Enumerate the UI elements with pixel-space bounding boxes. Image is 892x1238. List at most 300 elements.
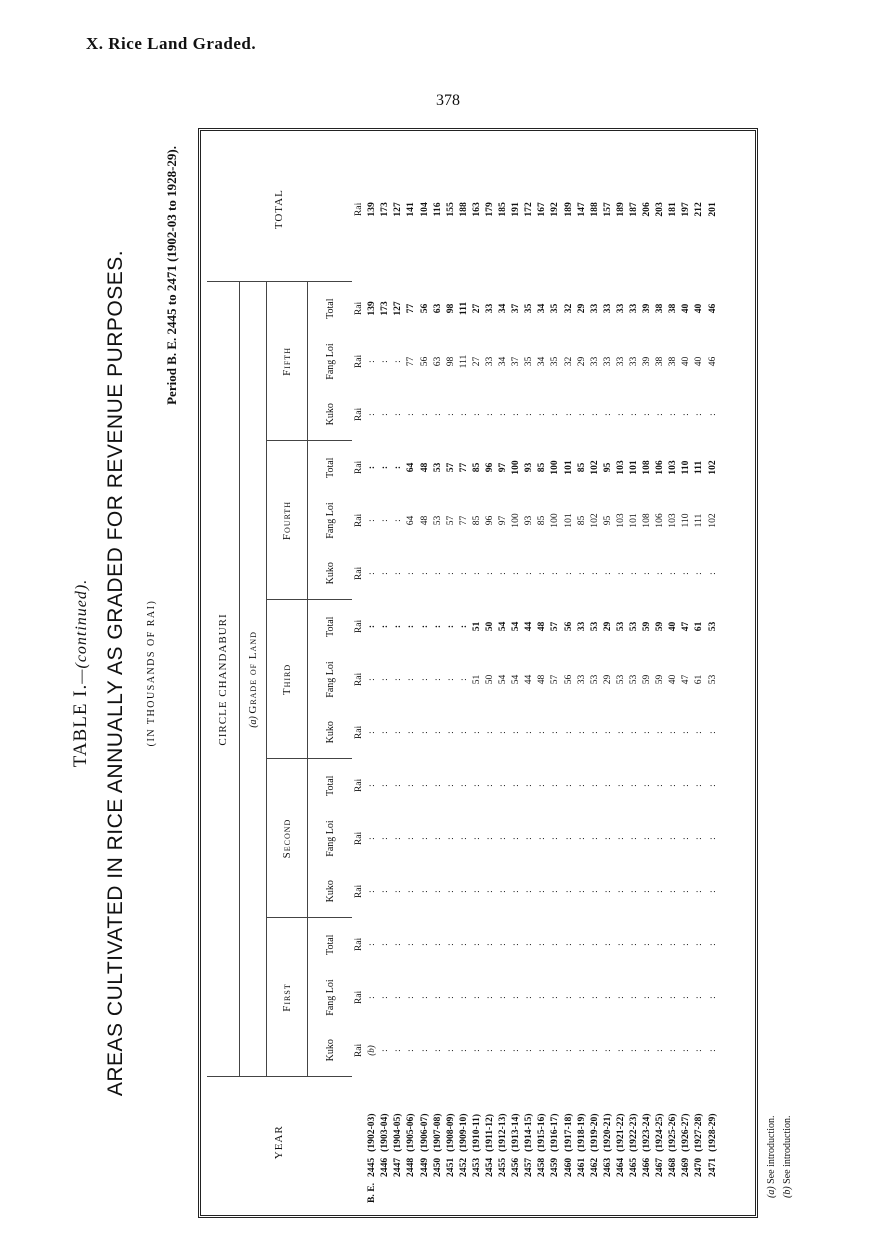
fourth-fang-loi-cell: 102 [588, 513, 600, 528]
fourth-kuko-cell: : [470, 572, 482, 575]
table-row [496, 137, 509, 1207]
be-year: 2457 [523, 1157, 535, 1177]
fifth-total-cell: 173 [379, 301, 391, 316]
first-total-cell: : [628, 943, 640, 946]
first-total-cell: : [523, 943, 535, 946]
third-kuko-cell: : [614, 731, 626, 734]
second-total-cell: : [706, 784, 718, 787]
third-kuko-cell: : [549, 731, 561, 734]
grand-total-cell: 197 [680, 202, 692, 217]
unit-label: Rai [353, 937, 365, 952]
fifth-total-cell: 46 [706, 303, 718, 314]
unit-label: Rai [353, 460, 365, 475]
second-fang-loi-cell: : [510, 837, 522, 840]
first-fang-loi-cell: : [418, 996, 430, 999]
be-year: 2455 [497, 1157, 509, 1177]
second-total-cell: : [418, 784, 430, 787]
first-fang-loi-cell: : [628, 996, 640, 999]
grand-total-cell: 201 [706, 202, 718, 217]
first-total-cell: : [680, 943, 692, 946]
second-kuko-cell: : [418, 890, 430, 893]
fourth-total-cell: 85 [575, 462, 587, 473]
third-fang-loi-cell: 56 [562, 674, 574, 685]
third-kuko-cell: : [510, 731, 522, 734]
grand-total-cell: 163 [470, 202, 482, 217]
second-kuko-header: Kuko [308, 865, 353, 918]
fifth-kuko-cell: : [483, 413, 495, 416]
third-fang-loi-cell: 59 [654, 674, 666, 685]
fifth-total-cell: 34 [497, 303, 509, 314]
be-year: 2451 [444, 1157, 456, 1177]
first-total-cell: : [667, 943, 679, 946]
first-kuko-cell: : [575, 1049, 587, 1052]
fourth-fang-loi-cell: 110 [680, 513, 692, 528]
second-total-cell: : [549, 784, 561, 787]
table-row [509, 137, 522, 1207]
second-kuko-cell: : [549, 890, 561, 893]
fourth-fang-loi-cell: 97 [497, 515, 509, 526]
grand-total-cell: 188 [588, 202, 600, 217]
first-total-cell: : [614, 943, 626, 946]
first-fang-loi-cell: : [601, 996, 613, 999]
third-total-cell: 44 [523, 621, 535, 632]
fourth-kuko-cell: : [641, 572, 653, 575]
fourth-fang-loi-cell: 57 [444, 515, 456, 526]
year-cell [444, 1077, 457, 1207]
first-kuko-cell: : [588, 1049, 600, 1052]
fifth-kuko-cell: : [444, 413, 456, 416]
first-kuko-cell: : [379, 1049, 391, 1052]
grand-total-cell: 192 [549, 202, 561, 217]
fourth-total-cell: 111 [693, 460, 705, 475]
second-fang-loi-cell: : [483, 837, 495, 840]
third-fang-loi-cell: 48 [536, 674, 548, 685]
first-total-header: Total [324, 934, 336, 955]
table-number: TABLE I. [70, 683, 91, 768]
first-fang-loi-cell: : [379, 996, 391, 999]
second-kuko-cell: : [405, 890, 417, 893]
fifth-fang-loi-cell: 33 [601, 356, 613, 367]
table-row [601, 137, 614, 1207]
fifth-total-cell: 37 [510, 303, 522, 314]
fifth-fang-loi-cell: 29 [575, 356, 587, 367]
grand-total-cell: 104 [418, 202, 430, 217]
fourth-total-cell: 77 [457, 462, 469, 473]
third-total-cell: : [418, 624, 430, 629]
third-total-cell: 56 [562, 621, 574, 632]
fifth-kuko-cell: : [562, 413, 574, 416]
fourth-fang-loi-cell: 95 [601, 515, 613, 526]
table-row [614, 137, 627, 1207]
second-fang-loi-cell: : [497, 837, 509, 840]
second-kuko-cell: : [523, 890, 535, 893]
fifth-total-cell: 40 [680, 303, 692, 314]
fifth-total-cell: 29 [575, 303, 587, 314]
first-fang-loi-cell: : [405, 996, 417, 999]
footnote-a-mark: (a) [766, 1186, 777, 1198]
first-fang-loi-cell: : [549, 996, 561, 999]
second-fang-loi-cell: : [379, 837, 391, 840]
fifth-total-cell: 35 [523, 303, 535, 314]
second-fang-loi-cell: : [457, 837, 469, 840]
grade-second-header: Second [267, 759, 308, 918]
year-cell [692, 1077, 705, 1207]
third-fang-loi-cell: : [457, 678, 469, 681]
third-kuko-cell: : [601, 731, 613, 734]
ad-year: (1912-13) [497, 1113, 509, 1152]
second-total-cell: : [366, 784, 378, 787]
year-cell [378, 1077, 391, 1207]
third-total-cell: 50 [483, 621, 495, 632]
second-total-cell: : [641, 784, 653, 787]
second-total-cell: : [444, 784, 456, 787]
first-total-cell: : [588, 943, 600, 946]
be-prefix: B. E. [366, 1183, 378, 1203]
be-year: 2452 [457, 1157, 469, 1177]
first-fang-loi-cell: : [536, 996, 548, 999]
fifth-kuko-cell: : [405, 413, 417, 416]
first-total-cell: : [510, 943, 522, 946]
third-fang-loi-cell: 44 [523, 674, 535, 685]
third-kuko-cell: : [483, 731, 495, 734]
year-cell [588, 1077, 601, 1207]
fifth-total-cell: 33 [588, 303, 600, 314]
fifth-fang-loi-cell: 38 [667, 356, 679, 367]
first-total-cell: : [706, 943, 718, 946]
ad-year: (1922-23) [628, 1113, 640, 1152]
be-year: 2461 [575, 1157, 587, 1177]
fourth-fang-loi-cell: 101 [562, 513, 574, 528]
first-kuko-cell: : [483, 1049, 495, 1052]
fifth-fang-loi-cell: 35 [523, 356, 535, 367]
first-fang-loi-cell: : [392, 996, 404, 999]
first-kuko-cell: : [601, 1049, 613, 1052]
first-total-cell: : [379, 943, 391, 946]
second-fang-loi-cell: : [470, 837, 482, 840]
table-row [588, 137, 601, 1207]
third-fang-loi-cell: 33 [575, 674, 587, 685]
table-label [70, 128, 92, 1218]
fourth-kuko-cell: : [667, 572, 679, 575]
fourth-kuko-cell: : [392, 572, 404, 575]
third-total-cell: : [457, 624, 469, 629]
fourth-kuko-cell: : [601, 572, 613, 575]
fifth-kuko-header: Kuko [308, 388, 353, 441]
footnote-a [764, 1116, 780, 1199]
third-fang-loi-cell: 53 [628, 674, 640, 685]
be-year: 2465 [628, 1157, 640, 1177]
year-cell [431, 1077, 444, 1207]
fourth-total-cell: 64 [405, 462, 417, 473]
grade-third-header: Third [267, 600, 308, 759]
table-frame [198, 128, 758, 1218]
third-fang-loi-cell: 53 [614, 674, 626, 685]
third-fang-loi-cell: 47 [680, 674, 692, 685]
grand-total-cell: 172 [523, 202, 535, 217]
fifth-fang-loi-cell: 63 [431, 356, 443, 367]
footnotes [764, 1116, 796, 1199]
be-year: 2447 [392, 1157, 404, 1177]
first-kuko-cell: : [706, 1049, 718, 1052]
row-footnote-b-mark: (b) [366, 1045, 377, 1056]
third-kuko-cell: : [497, 731, 509, 734]
grand-total-cell: 212 [693, 202, 705, 217]
unit-label: Rai [353, 831, 365, 846]
fourth-fang-loi-header: Fang Loi [324, 502, 336, 539]
second-total-cell: : [457, 784, 469, 787]
second-kuko-cell: : [510, 890, 522, 893]
third-total-cell: 40 [667, 621, 679, 632]
second-fang-loi-cell: : [628, 837, 640, 840]
first-fang-loi-header: Fang Loi [324, 979, 336, 1016]
fifth-fang-loi-cell: 56 [418, 356, 430, 367]
fourth-total-header: Total [324, 457, 336, 478]
footnote-b-mark: (b) [782, 1186, 793, 1198]
second-kuko-cell: : [379, 890, 391, 893]
fourth-fang-loi-cell: 108 [641, 513, 653, 528]
second-total-cell: : [575, 784, 587, 787]
ad-year: (1908-09) [444, 1113, 456, 1152]
fifth-total-cell: 40 [693, 303, 705, 314]
second-total-cell: : [562, 784, 574, 787]
third-fang-loi-cell: : [405, 678, 417, 681]
fourth-kuko-cell: : [628, 572, 640, 575]
second-kuko-cell: : [654, 890, 666, 893]
third-total-cell: 47 [680, 621, 692, 632]
fifth-fang-loi-cell: 40 [693, 356, 705, 367]
year-cell [640, 1077, 653, 1207]
second-total-cell: : [379, 784, 391, 787]
first-kuko-cell [365, 1024, 378, 1077]
second-fang-loi-cell: : [418, 837, 430, 840]
second-total-cell: : [667, 784, 679, 787]
table-row [391, 137, 404, 1207]
year-cell [365, 1077, 378, 1207]
ad-year: (1920-21) [601, 1113, 613, 1152]
year-cell [601, 1077, 614, 1207]
grand-total-cell: 187 [628, 202, 640, 217]
table-row [679, 137, 692, 1207]
page-header-title: X. Rice Land Graded. [86, 34, 257, 53]
first-total-cell: : [444, 943, 456, 946]
fourth-fang-loi-cell: 106 [654, 513, 666, 528]
fifth-fang-loi-cell: 46 [706, 356, 718, 367]
year-cell [706, 1077, 719, 1207]
second-total-cell: : [523, 784, 535, 787]
ad-year: (1905-06) [405, 1113, 417, 1152]
table-row [562, 137, 575, 1207]
unit-label: Rai [353, 301, 365, 316]
first-total-cell: : [470, 943, 482, 946]
first-total-cell: : [562, 943, 574, 946]
first-total-cell: : [601, 943, 613, 946]
fourth-kuko-cell: : [536, 572, 548, 575]
second-total-cell: : [601, 784, 613, 787]
grade-first-header: First [267, 918, 308, 1077]
first-total-cell: : [431, 943, 443, 946]
fourth-kuko-cell: : [444, 572, 456, 575]
third-fang-loi-cell: 50 [483, 674, 495, 685]
second-kuko-cell: : [366, 890, 378, 893]
second-total-cell: : [392, 784, 404, 787]
second-total-cell: : [510, 784, 522, 787]
second-kuko-cell: : [614, 890, 626, 893]
fifth-total-cell: 33 [614, 303, 626, 314]
fifth-fang-loi-cell: 32 [562, 356, 574, 367]
ad-year: (1925-26) [667, 1113, 679, 1152]
fifth-fang-loi-cell: 33 [483, 356, 495, 367]
fourth-total-cell: 48 [418, 462, 430, 473]
footnote-b [780, 1116, 796, 1199]
be-year: 2468 [667, 1157, 679, 1177]
third-total-header: Total [324, 616, 336, 637]
third-fang-loi-cell: 53 [588, 674, 600, 685]
be-year: 2456 [510, 1157, 522, 1177]
grand-total-cell: 188 [457, 202, 469, 217]
year-cell [457, 1077, 470, 1207]
table-row [431, 137, 444, 1207]
ad-year: (1916-17) [549, 1113, 561, 1152]
fifth-total-cell: 39 [641, 303, 653, 314]
second-kuko-cell: : [588, 890, 600, 893]
second-total-cell: : [497, 784, 509, 787]
unit-label: Rai [353, 354, 365, 369]
fifth-total-cell: 56 [418, 303, 430, 314]
second-fang-loi-cell: : [654, 837, 666, 840]
fifth-kuko-cell: : [379, 413, 391, 416]
fifth-kuko-cell: : [457, 413, 469, 416]
table-row [470, 137, 483, 1207]
rice-land-table [207, 137, 719, 1207]
second-fang-loi-cell: : [523, 837, 535, 840]
fourth-total-cell: 100 [510, 460, 522, 475]
first-fang-loi-cell: : [693, 996, 705, 999]
fourth-total-cell: 95 [601, 462, 613, 473]
fifth-fang-loi-cell: 34 [497, 356, 509, 367]
fourth-kuko-cell: : [680, 572, 692, 575]
ad-year: (1902-03) [366, 1113, 378, 1152]
first-kuko-cell: : [418, 1049, 430, 1052]
fourth-total-cell: 108 [641, 460, 653, 475]
period-note: Period B. E. 2445 to 2471 (1902-03 to 1928-29). [164, 146, 179, 405]
second-fang-loi-cell: : [431, 837, 443, 840]
second-total-cell: : [405, 784, 417, 787]
third-total-cell: 53 [628, 621, 640, 632]
grand-total-cell: 206 [641, 202, 653, 217]
third-fang-loi-cell: 54 [497, 674, 509, 685]
table-row [378, 137, 391, 1207]
fifth-total-cell: 33 [601, 303, 613, 314]
unit-label: Rai [353, 884, 365, 899]
fourth-kuko-cell: : [562, 572, 574, 575]
first-kuko-header: Kuko [324, 1039, 336, 1062]
first-kuko-cell: : [680, 1049, 692, 1052]
ad-year: (1907-08) [431, 1113, 443, 1152]
be-year: 2463 [601, 1157, 613, 1177]
fifth-kuko-cell: : [392, 413, 404, 416]
grade-fifth-header: Fifth [267, 282, 308, 441]
fourth-kuko-cell: : [654, 572, 666, 575]
fourth-kuko-cell: : [366, 572, 378, 575]
fourth-kuko-cell: : [510, 572, 522, 575]
first-kuko-cell: : [392, 1049, 404, 1052]
fourth-fang-loi-cell: 77 [457, 515, 469, 526]
be-year: 2453 [470, 1157, 482, 1177]
first-kuko-cell: : [431, 1049, 443, 1052]
fifth-kuko-cell: : [510, 413, 522, 416]
unit-label: Rai [353, 1043, 365, 1058]
ad-year: (1913-14) [510, 1113, 522, 1152]
second-total-cell: : [483, 784, 495, 787]
first-kuko-cell: : [405, 1049, 417, 1052]
second-kuko-cell: : [457, 890, 469, 893]
table-row [575, 137, 588, 1207]
fifth-fang-loi-cell: : [366, 360, 378, 363]
table-row [483, 137, 496, 1207]
fourth-total-cell: 93 [523, 462, 535, 473]
table-row [653, 137, 666, 1207]
year-cell [391, 1077, 404, 1207]
fourth-kuko-cell: : [405, 572, 417, 575]
first-total-cell: : [641, 943, 653, 946]
fourth-total-cell: 85 [470, 462, 482, 473]
first-kuko-cell: : [614, 1049, 626, 1052]
second-fang-loi-cell: : [601, 837, 613, 840]
table-row [640, 137, 653, 1207]
fourth-fang-loi-cell: : [392, 519, 404, 522]
first-fang-loi-cell: : [431, 996, 443, 999]
unit-label: Rai [353, 725, 365, 740]
first-kuko-cell: : [497, 1049, 509, 1052]
first-fang-loi-cell: : [510, 996, 522, 999]
grand-total-cell: 181 [667, 202, 679, 217]
first-total-cell: : [497, 943, 509, 946]
grand-total-cell: 167 [536, 202, 548, 217]
fourth-total-cell: 103 [667, 460, 679, 475]
second-kuko-cell: : [575, 890, 587, 893]
fourth-fang-loi-cell: 48 [418, 515, 430, 526]
first-kuko-cell: : [470, 1049, 482, 1052]
first-kuko-cell: : [654, 1049, 666, 1052]
ad-year: (1919-20) [588, 1113, 600, 1152]
fourth-fang-loi-cell: 111 [693, 513, 705, 528]
first-fang-loi-cell: : [706, 996, 718, 999]
third-kuko-cell: : [641, 731, 653, 734]
third-fang-loi-cell: : [379, 678, 391, 681]
fourth-total-cell: 103 [614, 460, 626, 475]
be-year: 2471 [706, 1157, 718, 1177]
main-title: AREAS CULTIVATED IN RICE ANNUALLY AS GRADED FOR REVENUE PURPOSES. [104, 249, 127, 1097]
fourth-total-cell: 53 [431, 462, 443, 473]
first-fang-loi-cell: : [680, 996, 692, 999]
third-fang-loi-header: Fang Loi [324, 661, 336, 698]
be-year: 2467 [654, 1157, 666, 1177]
be-year: 2459 [549, 1157, 561, 1177]
grand-total-cell: 116 [431, 202, 443, 217]
ad-year: (1924-25) [654, 1113, 666, 1152]
grand-total-cell: 185 [497, 202, 509, 217]
fifth-kuko-cell: : [667, 413, 679, 416]
fourth-total-cell: 102 [706, 460, 718, 475]
first-kuko-cell: : [444, 1049, 456, 1052]
first-kuko-cell: : [628, 1049, 640, 1052]
second-total-cell: : [588, 784, 600, 787]
first-total-cell: : [483, 943, 495, 946]
third-kuko-cell: : [431, 731, 443, 734]
grand-total-cell: 173 [379, 202, 391, 217]
fifth-total-header: Total [324, 298, 336, 319]
circle-header: CIRCLE CHANDABURI [207, 282, 240, 1077]
